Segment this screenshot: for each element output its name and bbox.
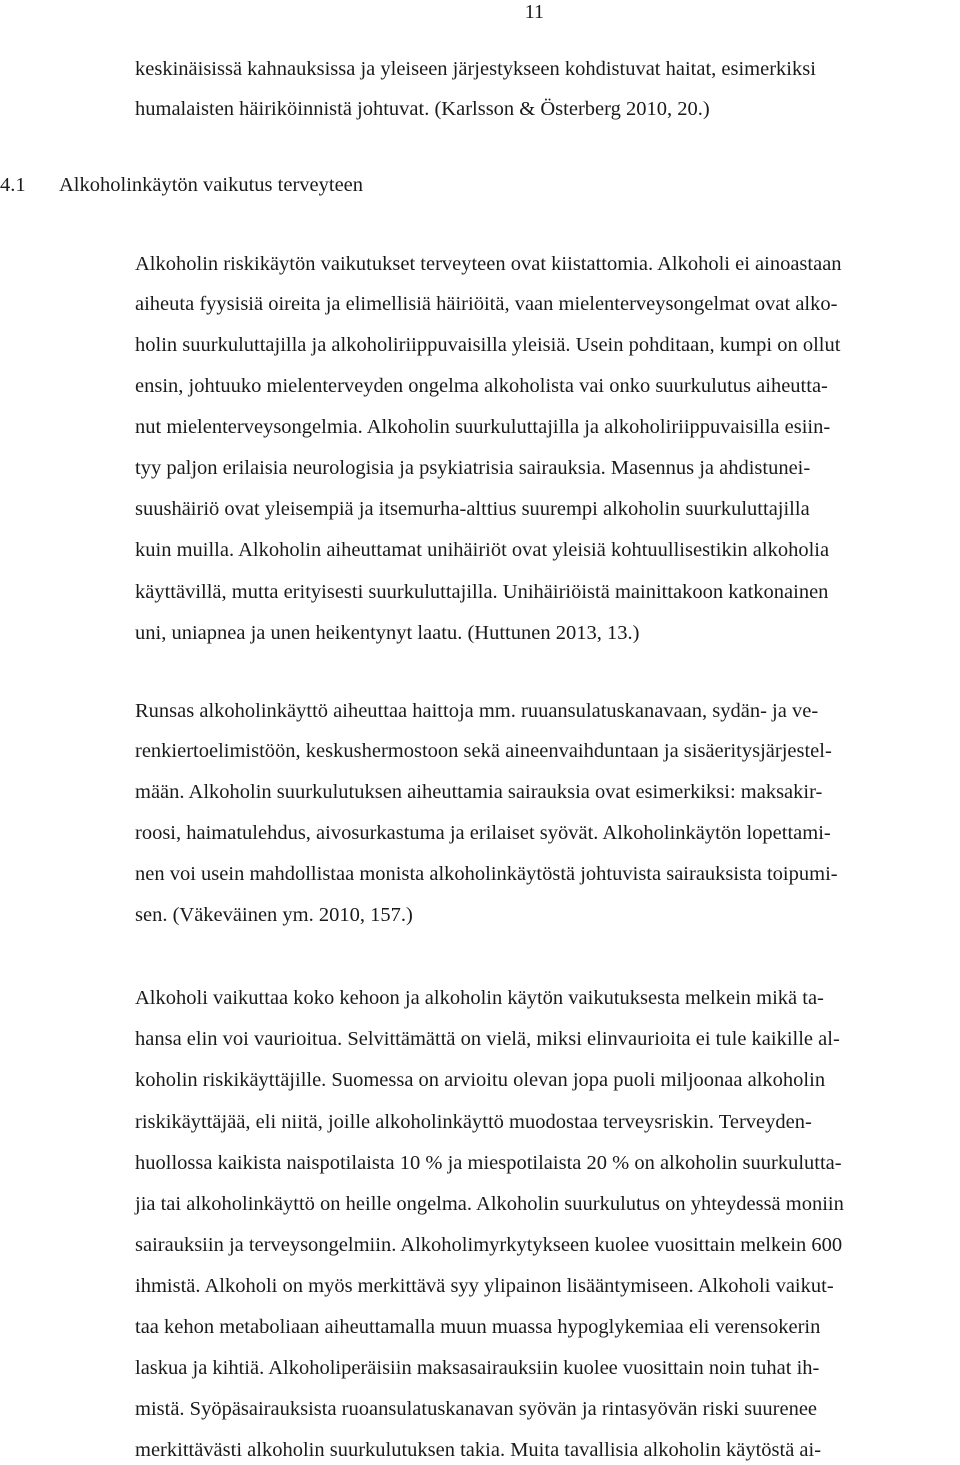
section-title: Alkoholinkäytön vaikutus terveyteen [59, 174, 364, 196]
text-line: jia tai alkoholinkäyttö on heille ongelma. Alkoholin suurkulutus on yhteydessä moniin [135, 1193, 844, 1215]
text-line: keskinäisissä kahnauksissa ja yleiseen järjestykseen kohdistuvat haitat, esimerkiksi [135, 58, 816, 80]
text-line: Alkoholi vaikuttaa koko kehoon ja alkoholin käytön vaikutuksesta melkein mikä ta- [135, 987, 824, 1009]
text-line: merkittävästi alkoholin suurkulutuksen takia. Muita tavallisia alkoholin käytöstä ai- [135, 1439, 822, 1461]
text-line: Alkoholin riskikäytön vaikutukset terveyteen ovat kiistattomia. Alkoholi ei ainoastaan [135, 253, 842, 275]
text-line: Runsas alkoholinkäyttö aiheuttaa haittoja mm. ruuansulatuskanavaan, sydän- ja ve- [135, 700, 819, 722]
text-line: laskua ja kihtiä. Alkoholiperäisiin maksasairauksiin kuolee vuosittain noin tuhat ih- [135, 1357, 820, 1379]
text-line: riskikäyttäjää, eli niitä, joille alkoholinkäyttö muodostaa terveysriskin. Terveyden- [135, 1111, 812, 1133]
text-line: nut mielenterveysongelmia. Alkoholin suurkuluttajilla ja alkoholiriippuvaisilla esiin- [135, 416, 831, 438]
text-line: aiheuta fyysisiä oireita ja elimellisiä häiriöitä, vaan mielenterveysongelmat ovat alko- [135, 293, 838, 315]
text-line: renkiertoelimistöön, keskushermostoon sekä aineenvaihduntaan ja sisäeritysjärjestel- [135, 740, 832, 762]
section-number: 4.1 [0, 174, 26, 196]
text-line: sairauksiin ja terveysongelmiin. Alkoholimyrkytykseen kuolee vuosittain melkein 600 [135, 1234, 843, 1256]
text-line: mistä. Syöpäsairauksista ruoansulatuskanavan syövän ja rintasyövän riski suurenee [135, 1398, 818, 1420]
text-line: koholin riskikäyttäjille. Suomessa on arvioitu olevan jopa puoli miljoonaa alkoholin [135, 1069, 826, 1091]
text-line: roosi, haimatulehdus, aivosurkastuma ja erilaiset syövät. Alkoholinkäytön lopettami- [135, 822, 831, 844]
text-line: käyttävillä, mutta erityisesti suurkuluttajilla. Unihäiriöistä mainittakoon katkonainen [135, 581, 829, 603]
text-line: hansa elin voi vaurioitua. Selvittämättä on vielä, miksi elinvaurioita ei tule kaikille al- [135, 1028, 840, 1050]
text-line: ensin, johtuuko mielenterveyden ongelma alkoholista vai onko suurkulutus aiheutta- [135, 375, 828, 397]
text-line: nen voi usein mahdollistaa monista alkoholinkäytöstä johtuvista sairauksista toipumi- [135, 863, 838, 885]
text-line: suushäiriö ovat yleisempiä ja itsemurha-alttius suurempi alkoholin suurkuluttajilla [135, 498, 810, 520]
text-line: sen. (Väkeväinen ym. 2010, 157.) [135, 904, 413, 926]
text-line: taa kehon metaboliaan aiheuttamalla muun muassa hypoglykemiaa eli verensokerin [135, 1316, 821, 1338]
text-line: ihmistä. Alkoholi on myös merkittävä syy ylipainon lisääntymiseen. Alkoholi vaikut- [135, 1275, 834, 1297]
text-line: humalaisten häiriköinnistä johtuvat. (Karlsson & Österberg 2010, 20.) [135, 98, 710, 120]
text-line: tyy paljon erilaisia neurologisia ja psykiatrisia sairauksia. Masennus ja ahdistunei- [135, 457, 811, 479]
text-line: huollossa kaikista naispotilaista 10 % ja miespotilaista 20 % on alkoholin suurkulutta- [135, 1152, 842, 1174]
text-line: mään. Alkoholin suurkulutuksen aiheuttamia sairauksia ovat esimerkiksi: maksakir- [135, 781, 823, 803]
text-line: holin suurkuluttajilla ja alkoholiriippuvaisilla yleisiä. Usein pohditaan, kumpi on ollut [135, 334, 841, 356]
page-number: 11 [524, 1, 544, 23]
text-line: kuin muilla. Alkoholin aiheuttamat unihäiriöt ovat yleisiä kohtuullisestikin alkoholia [135, 539, 830, 561]
text-line: uni, uniapnea ja unen heikentynyt laatu. (Huttunen 2013, 13.) [135, 622, 640, 644]
